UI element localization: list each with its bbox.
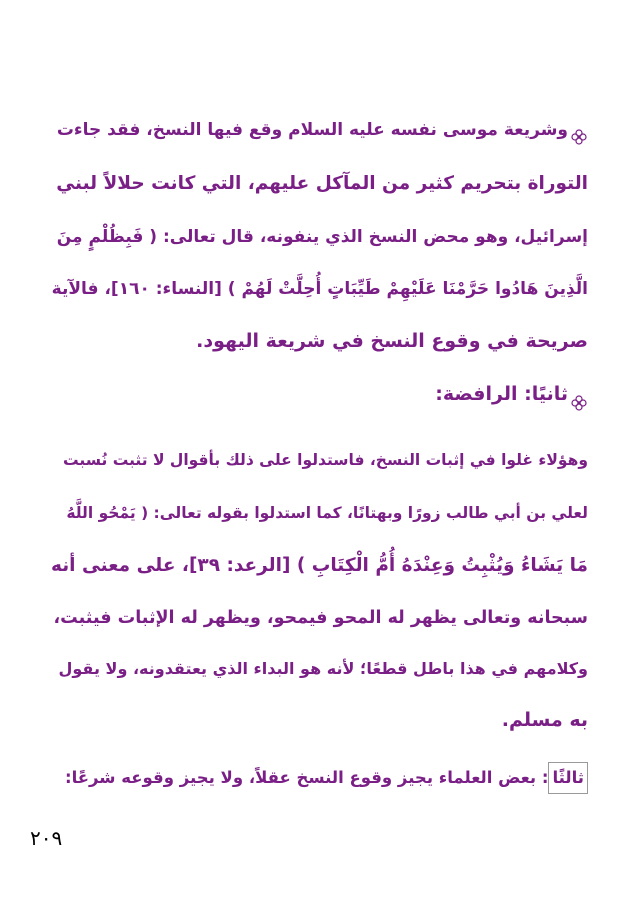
line-text: به مسلم. — [501, 709, 588, 731]
text-line-10 — [53, 598, 588, 638]
text-line-11 — [59, 649, 588, 689]
line-text: : بعض العلماء يجيز وقوع النسخ عقلاً، ولا يجيز وقوعه شرعًا: — [64, 768, 549, 787]
text-line-4 — [52, 269, 588, 309]
text-line-1 — [57, 110, 588, 150]
line-text: التوراة بتحريم كثير من المآكل عليهم، التي كانت حلالاً لبني — [56, 173, 588, 194]
text-line-5 — [196, 321, 588, 361]
line-text: سبحانه وتعالى يظهر له المحو فيمحو، ويظهر له الإثبات فيثبت، — [53, 608, 588, 628]
section-heading-second — [435, 374, 588, 414]
flower-ornament-icon — [570, 121, 588, 139]
text-line-3 — [57, 217, 588, 257]
section-heading-third — [65, 758, 588, 798]
line-text: وهؤلاء غلوا في إثبات النسخ، فاستدلوا على ذلك بأقوال لا تثبت نُسبت — [62, 451, 588, 469]
boxed-heading-label: ثالثًا — [548, 762, 588, 794]
page-number: ٢٠٩ — [30, 826, 63, 850]
line-text: إسرائيل، وهو محض النسخ الذي ينفونه، قال تعالى: ( فَبِظُلْمٍ مِنَ — [56, 227, 588, 247]
line-text: الَّذِينَ هَادُوا حَرَّمْنَا عَلَيْهِمْ طَيِّبَاتٍ أُحِلَّتْ لَهُمْ ) [النساء: ١٦٠]، فالآية — [51, 279, 588, 299]
text-line-9 — [51, 546, 588, 586]
text-line-8 — [66, 493, 588, 533]
line-text: مَا يَشَاءُ وَيُثْبِتُ وَعِنْدَهُ أُمُّ الْكِتَابِ ) [الرعد: ٣٩]، على معنى أنه — [51, 555, 588, 576]
line-text: وكلامهم في هذا باطل قطعًا؛ لأنه هو البداء الذي يعتقدونه، ولا يقول — [58, 659, 588, 678]
text-line-7 — [63, 440, 588, 480]
line-text: وشريعة موسى نفسه عليه السلام وقع فيها النسخ، فقد جاءت — [56, 120, 568, 140]
heading-text: ثانيًا: الرافضة: — [435, 383, 568, 405]
line-text: لعلي بن أبي طالب زورًا وبهتانًا، كما استدلوا بقوله تعالى: ( يَمْحُو اللَّهُ — [66, 504, 588, 522]
text-line-2 — [56, 164, 588, 204]
text-line-12 — [502, 700, 588, 740]
line-text: صريحة في وقوع النسخ في شريعة اليهود. — [196, 330, 588, 352]
flower-ornament-icon — [570, 386, 588, 404]
